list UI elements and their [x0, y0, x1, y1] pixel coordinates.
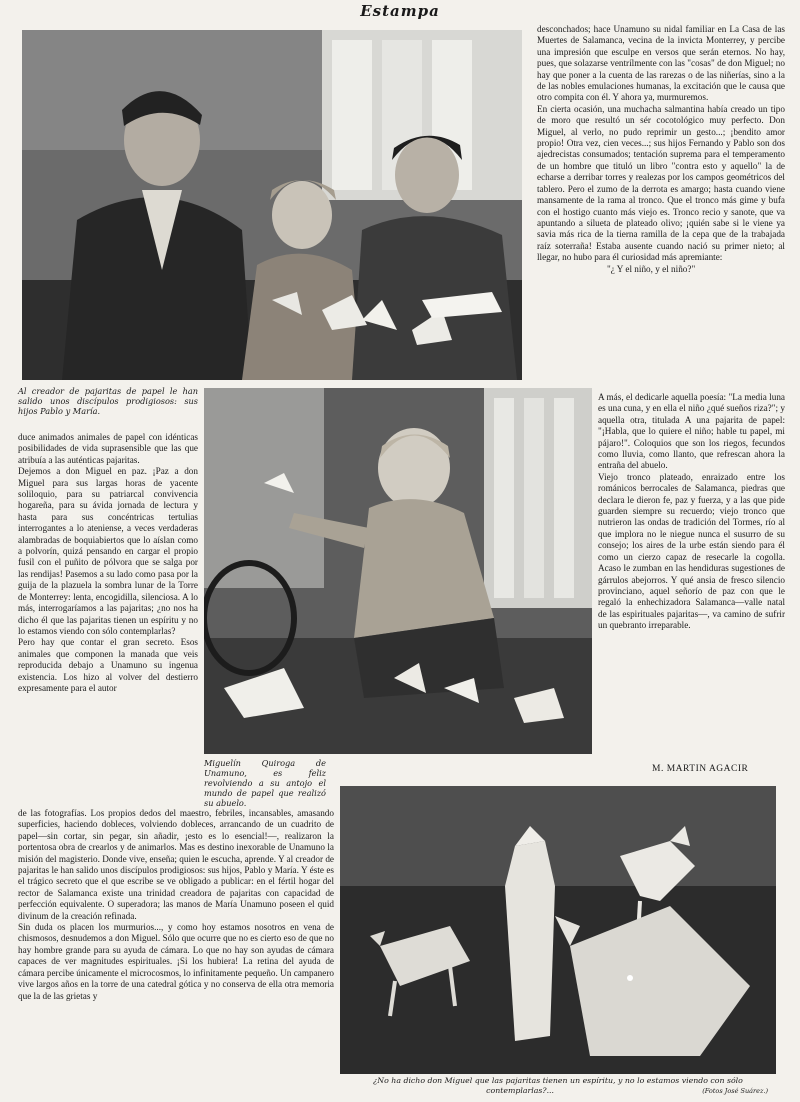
paragraph: En cierta ocasión, una muchacha salmantina había creado un tipo de moro que resultó un sér cocotológico muy perfecto. Don Miguel, al verlo, no pudo reprimir un gesto...; ¡bendito amor propio! Otra vez, cien veces...; sus hijos Fernando y Pablo son dos ajedrecistas consumados; tentación suprema para el temperamento de un hombre que tituló un libro "contra esto y aquello" la de echarse a derribar torres y realezas por los campos geométricos del tablero. Pero el zumo de la derrota es amargo; hasta cuando viene mansamente de la rama al tronco. Que el tronco más gime y bufa con el hostigo cuanto más viejo es. Tronco recio y sanote, que va apuntando a silueta de plateado olivo; ¡quién sabe si le viene ya savia más rica de la tierna ramilla de la cepa que de la trabajada raíz soterraña! Estaba ausente cuando nació su primer nieto; al llegar, no hubo para él curiosidad más apremiante:	[537, 103, 785, 263]
paragraph: A más, el dedicarle aquella poesía: "La media luna es una cuna, y en ella el niño ¿qué sueños riza?"; y aquella otra, titulada A una pajarita de papel: "¡Habla, que lo quiere el niño; hable tu papel, mi pájaro!". Coloquios que son los riegos, fecundos como lluvia, como llanto, que refrescan ahora la entraña del abuelo.	[598, 392, 785, 471]
paragraph: duce animados animales de papel con idénticas posibilidades de vida suprasensible que las que atribuía a las auténticas pajaritas.	[18, 432, 198, 465]
paragraph: Sin duda os placen los murmurios..., y como hoy estamos nosotros en vena de chismosos, desnudemos a don Miguel. Sólo que ocurre que no es cierto eso de que no hay hombre grande para su ayuda de cámara. Lo que no hay son ayudas de cámara capaces de ver magnitudes espirituales. ¡Si los hubiera! La retina del ayuda de cámara percibe únicamente el microcosmos, lo infinitamente pequeño. Un campanero vive largos años en la torre de una catedral gótica y no conserva de ella otra memoria que la de las grietas y	[18, 922, 334, 1001]
caption-photo-family: Al creador de pajaritas de papel le han salido unos discípulos prodigiosos: sus hijos Pablo y María.	[18, 386, 198, 416]
paragraph: desconchados; hace Unamuno su nidal familiar en La Casa de las Muertes de Salamanca, vecina de la invicta Monterrey, y percibe una impresión que esculpe en versos que serán eternos. No hay, pues, que solazarse ventrílmente con las "cosas" de don Miguel; no hay que poner a la cuenta de las rarezas o de las niñerías, sino a la de las nobles emulaciones humanas, la excitación que le causa que otro compita con él. Y ahora ya, murmuremos.	[537, 24, 785, 103]
author-signature: M. MARTIN AGACIR	[652, 764, 749, 774]
paragraph: de las fotografías. Los propios dedos del maestro, febriles, incansables, amasando superficies, haciendo dobleces, volviendo dobleces, arrancando de un cuadrito de papel—sin cortar, sin pegar, sin añadir, ¡esto es lo esencial!—, realizaron la portentosa obra de crearlos y de animarlos. Mas es destino inexorable de Unamuno la misión del magisterio. Donde vive, enseña; quien le escucha, aprende. Y al creador de pajaritas le han salido unos discípulos prodigiosos: sus hijos, Pablo y María. Y éste es el trágico secreto que el que escribe se ve obligado a publicar: en el fértil hogar del rector de Salamanca existe una trinidad creadora de pajaritas con capacidad de perfección equivalente. O superadora; las manos de María Unamuno poseen el quid divinum de la creación refinada.	[18, 808, 334, 921]
photo-child-image	[204, 388, 592, 754]
column-right-top	[537, 24, 785, 390]
column-left-narrow	[18, 432, 198, 802]
photo-child	[204, 388, 592, 754]
masthead: Estampa	[360, 2, 440, 20]
paragraph: Dejemos a don Miguel en paz. ¡Paz a don Miguel para sus largas horas de yacente soliloquio, para su patriarcal convivencia hogareña, para su ávida jornada de lectura y hasta para sus concéntricas tertulias interrogantes a lo ateniense, a veces verdaderas alambradas de boquiabiertos que lo aíslan como a polvorín, quizá pensando en cargar el propio fusil con el puñito de pólvora que se salga por las rendijas! Pasemos a su lado como pasa por la guija de la plazuela la sombra lunar de la Torre de Monterrey: lenta, encogidilla, silenciosa. A lo más, interrogaríamos a las pajaritas; ¿no nos ha dicho él que las pajaritas tienen un espíritu y no lo estamos viendo con sólo contemplarlas?	[18, 466, 198, 636]
photo-family	[22, 30, 522, 380]
caption-text: ¿No ha dicho don Miguel que las pajaritas tienen un espíritu, y no lo estamos viendo con sólo contemplarlas?...	[373, 1076, 743, 1095]
caption-photo-child: Miguelín Quiroga de Unamuno, es feliz revolviendo a su antojo el mundo de papel que realizó su abuelo.	[204, 758, 326, 808]
photo-paper-animals	[340, 786, 776, 1074]
photo-credit: (Fotos José Suárez.)	[702, 1087, 768, 1095]
column-right-mid	[598, 392, 785, 762]
paragraph: "¿ Y el niño, y el niño?"	[607, 263, 696, 274]
paragraph: Viejo tronco plateado, enraizado entre los románicos berrocales de Salamanca, piedras que declara le dieron fe, paz y fuerza, y a las que pide guarden siempre su recuerdo; viejo tronco que nutrieron las ondas de tradición del Tormes, río al que implora no le niegue nunca el susurro de su consejo; los aires de la urbe están siendo para él como un cierzo capaz de resecarle la cogolla. Acaso le zumban en las hendiduras sugestiones de gárrulos abejorros. Y qué ansia de fresco silencio provinciano, aquel señorío de paz con que le regaló la enhechizadora Salamanca—valle natal de las espirituales pajaritas—, va camino de sufrir un quebranto irreparable.	[598, 471, 785, 631]
photo-paper-animals-image	[340, 786, 776, 1074]
photo-family-image	[22, 30, 522, 380]
caption-photo-paper-animals	[338, 1076, 778, 1096]
paragraph: Pero hay que contar el gran secreto. Esos animales que componen la manada que veis reproducida debajo a Unamuno su ingenua existencia. Los hizo al volver del destierro expresamente para el autor	[18, 637, 198, 693]
column-left-full	[18, 808, 334, 1098]
